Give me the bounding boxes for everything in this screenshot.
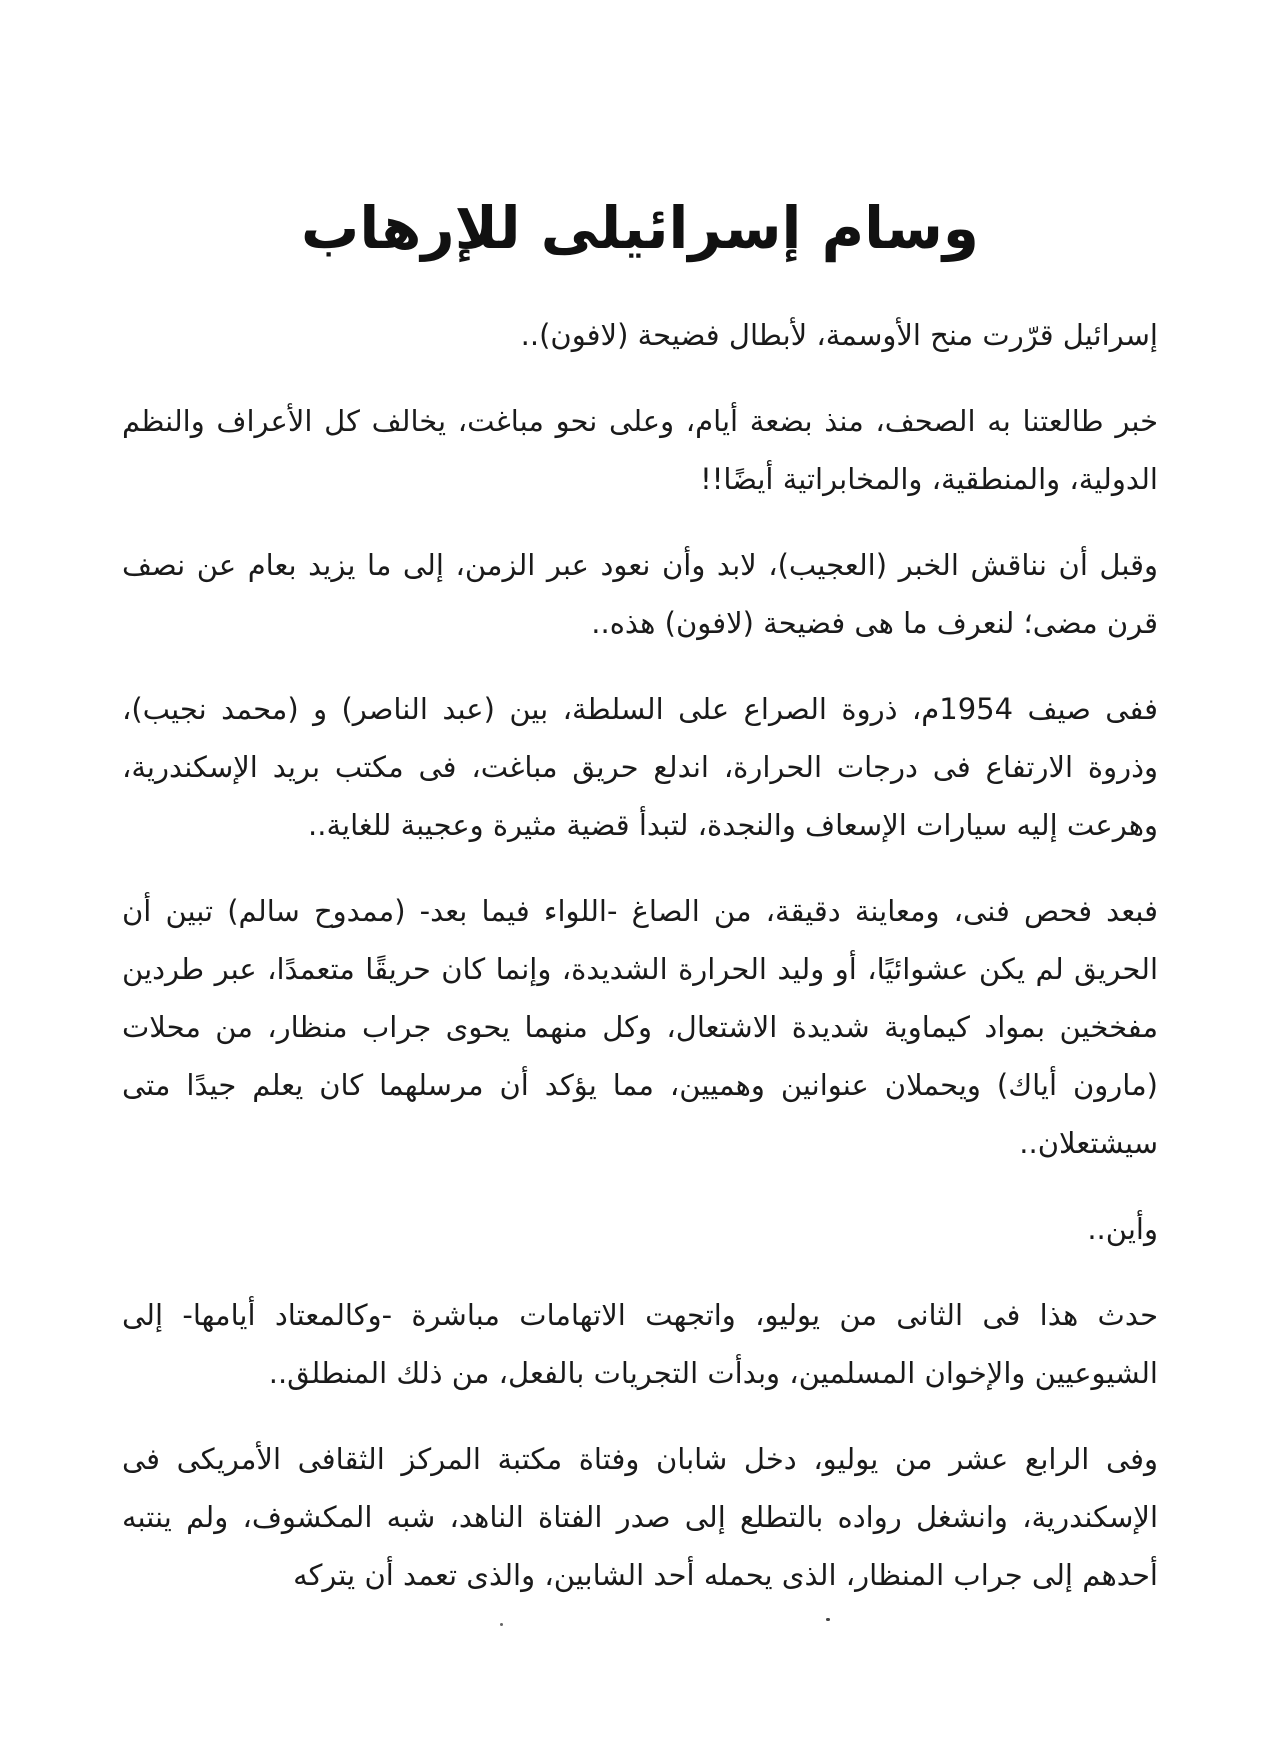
paragraph-2: خبر طالعتنا به الصحف، منذ بضعة أيام، وعلى نحو مباغت، يخالف كل الأعراف والنظم الدولية، والمنطقية، والمخابراتية أيضًا!! [122, 404, 1158, 496]
paragraph-1: إسرائيل قرّرت منح الأوسمة، لأبطال فضيحة (لافون).. [520, 318, 1158, 352]
scan-speck [826, 1618, 830, 1621]
article-title: وسام إسرائيلى للإرهاب [301, 194, 979, 262]
paragraph-7: حدث هذا فى الثانى من يوليو، واتجهت الاتهامات مباشرة -وكالمعتاد أيامها- إلى الشيوعيين والإخوان المسلمين، وبدأت التجريات بالفعل، من ذلك المنطلق.. [122, 1298, 1158, 1390]
scan-speck [500, 1623, 503, 1626]
document-page [122, 0, 1158, 1632]
paragraph-4: ففى صيف 1954م، ذروة الصراع على السلطة، بين (عبد الناصر) و (محمد نجيب)، وذروة الارتفاع فى درجات الحرارة، اندلع حريق مباغت، فى مكتب بريد الإسكندرية، وهرعت إليه سيارات الإسعاف والنجدة، لتبدأ قضية مثيرة وعجيبة للغاية.. [122, 692, 1158, 842]
paragraph-3: وقبل أن نناقش الخبر (العجيب)، لابد وأن نعود عبر الزمن، إلى ما يزيد بعام عن نصف قرن مضى؛ لنعرف ما هى فضيحة (لافون) هذه.. [122, 548, 1158, 640]
paragraph-6: وأين.. [1087, 1212, 1158, 1246]
article-body [122, 306, 1158, 1604]
paragraph-5: فبعد فحص فنى، ومعاينة دقيقة، من الصاغ -اللواء فيما بعد- (ممدوح سالم) تبين أن الحريق لم يكن عشوائيًا، أو وليد الحرارة الشديدة، وإنما كان حريقًا متعمدًا، عبر طردين مفخخين بمواد كيماوية شديدة الاشتعال، وكل منهما يحوى جراب منظار، من محلات (مارون أياك) ويحملان عنوانين وهميين، مما يؤكد أن مرسلهما كان يعلم جيدًا متى سيشتعلان.. [122, 894, 1158, 1160]
paragraph-8: وفى الرابع عشر من يوليو، دخل شابان وفتاة مكتبة المركز الثقافى الأمريكى فى الإسكندرية، وانشغل رواده بالتطلع إلى صدر الفتاة الناهد، شبه المكشوف، ولم ينتبه أحدهم إلى جراب المنظار، الذى يحمله أحد الشابين، والذى تعمد أن يتركه [122, 1442, 1158, 1592]
